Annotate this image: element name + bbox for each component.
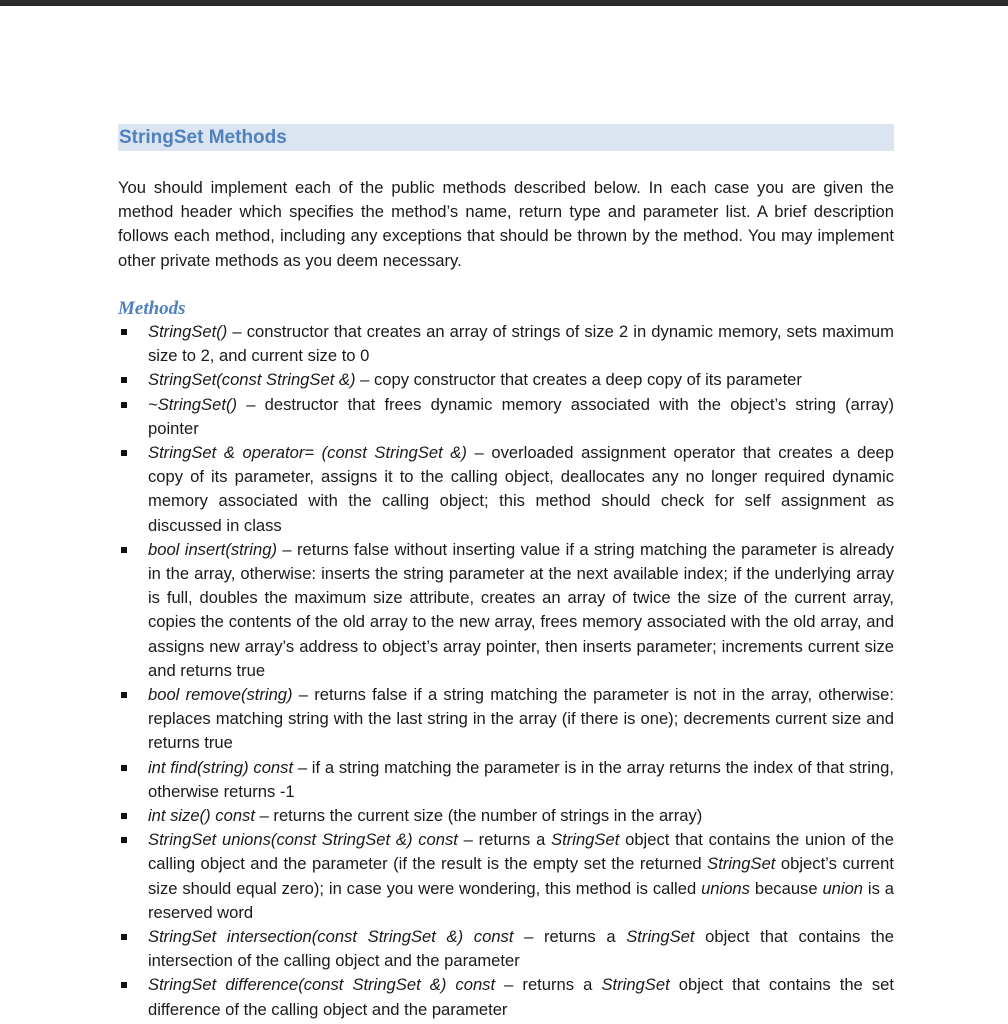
list-item xyxy=(118,538,894,683)
method-description-class-name: StringSet xyxy=(626,927,695,947)
methods-list xyxy=(118,320,894,1022)
bullet-icon xyxy=(121,982,127,988)
method-signature: StringSet() xyxy=(148,322,228,341)
list-item xyxy=(118,683,894,756)
method-signature: StringSet(const StringSet &) xyxy=(148,370,356,390)
list-item xyxy=(118,804,894,828)
list-item xyxy=(118,320,894,368)
list-item xyxy=(118,925,894,973)
method-description-text: – returns a xyxy=(495,975,602,995)
window-top-bar xyxy=(0,0,1008,6)
intro-paragraph: You should implement each of the public methods described below. In each case you are given the method header which specifies the method’s name, return type and parameter list. A brief description follows each method, including any exceptions that should be thrown by the method. You may implement other private methods as you deem necessary. xyxy=(118,178,894,270)
method-signature: StringSet difference(const StringSet &) const xyxy=(148,975,496,995)
method-description-text: object that contains the intersection of the calling object and the parameter xyxy=(148,927,894,971)
bullet-icon xyxy=(121,450,127,456)
method-description: – returns the current size (the number of strings in the array) xyxy=(254,806,703,826)
list-item xyxy=(118,756,894,804)
method-description-text: object that contains the union of the calling object and the parameter (if the result is the empty set the returned xyxy=(148,830,894,874)
list-item xyxy=(118,368,894,392)
list-item xyxy=(118,441,894,538)
method-description-text: because xyxy=(749,878,823,898)
method-description: – if a string matching the parameter is in the array returns the index of that string, otherwise returns -1 xyxy=(148,757,895,801)
method-description: – constructor that creates an array of strings of size 2 in dynamic memory, sets maximum size to 2, and current size to 0 xyxy=(148,322,894,366)
method-description-text: is a reserved word xyxy=(148,878,894,922)
bullet-icon xyxy=(121,377,127,383)
method-description-term: unions xyxy=(701,878,750,898)
method-signature: int size() const xyxy=(148,806,255,826)
bullet-icon xyxy=(121,402,127,408)
method-description-text: – returns a xyxy=(457,830,552,850)
method-signature: int find(string) const xyxy=(148,757,294,777)
method-description: – returns false without inserting value if a string matching the parameter is already in the array, otherwise: inserts the string parameter at the next available index; if the underlying array is full, doubles the maximum size attribute, creates an array of twice the size of the current array, copies the contents of the old array to the new array, frees memory associated with the old array, and assigns new array’s address to object’s array pointer, then inserts parameter; increments current size and returns true xyxy=(148,539,894,680)
methods-heading: Methods xyxy=(118,298,186,319)
bullet-icon xyxy=(121,329,127,335)
list-item xyxy=(118,828,894,925)
method-description: – copy constructor that creates a deep copy of its parameter xyxy=(355,370,802,390)
method-description-class-name: StringSet xyxy=(707,854,776,874)
method-signature: bool insert(string) xyxy=(148,539,277,559)
bullet-icon xyxy=(121,547,127,553)
bullet-icon xyxy=(121,934,127,940)
list-item xyxy=(118,973,894,1021)
method-signature: StringSet & operator= (const StringSet &) xyxy=(148,443,467,463)
method-description-text: object’s current size should equal zero); in case you were wondering, this method is called xyxy=(148,854,894,898)
method-description-text: object that contains the set difference of the calling object and the parameter xyxy=(148,975,894,1019)
list-item xyxy=(118,393,894,441)
method-description-text: – returns a xyxy=(513,927,627,947)
bullet-icon xyxy=(121,692,127,698)
method-signature: StringSet unions(const StringSet &) const xyxy=(148,830,458,850)
section-title: StringSet Methods xyxy=(119,127,287,148)
method-description-class-name: StringSet xyxy=(551,830,620,850)
method-signature: bool remove(string) xyxy=(148,685,293,705)
method-signature: StringSet intersection(const StringSet &) const xyxy=(148,927,514,947)
method-description-class-name: StringSet xyxy=(601,975,670,995)
bullet-icon xyxy=(121,837,127,843)
method-description-term: union xyxy=(822,878,864,898)
method-description: – overloaded assignment operator that creates a deep copy of its parameter, assigns it to the calling object, deallocates any no longer required dynamic memory associated with the calling object; this method should check for self assignment as discussed in class xyxy=(148,443,895,535)
method-signature: ~StringSet() xyxy=(148,394,237,414)
bullet-icon xyxy=(121,765,127,771)
method-description: – returns false if a string matching the parameter is not in the array, otherwise: replaces matching string with the last string in the array (if there is one); decrements current size and returns true xyxy=(148,685,894,753)
bullet-icon xyxy=(121,813,127,819)
method-description: – destructor that frees dynamic memory associated with the object’s string (array) pointer xyxy=(148,394,894,438)
